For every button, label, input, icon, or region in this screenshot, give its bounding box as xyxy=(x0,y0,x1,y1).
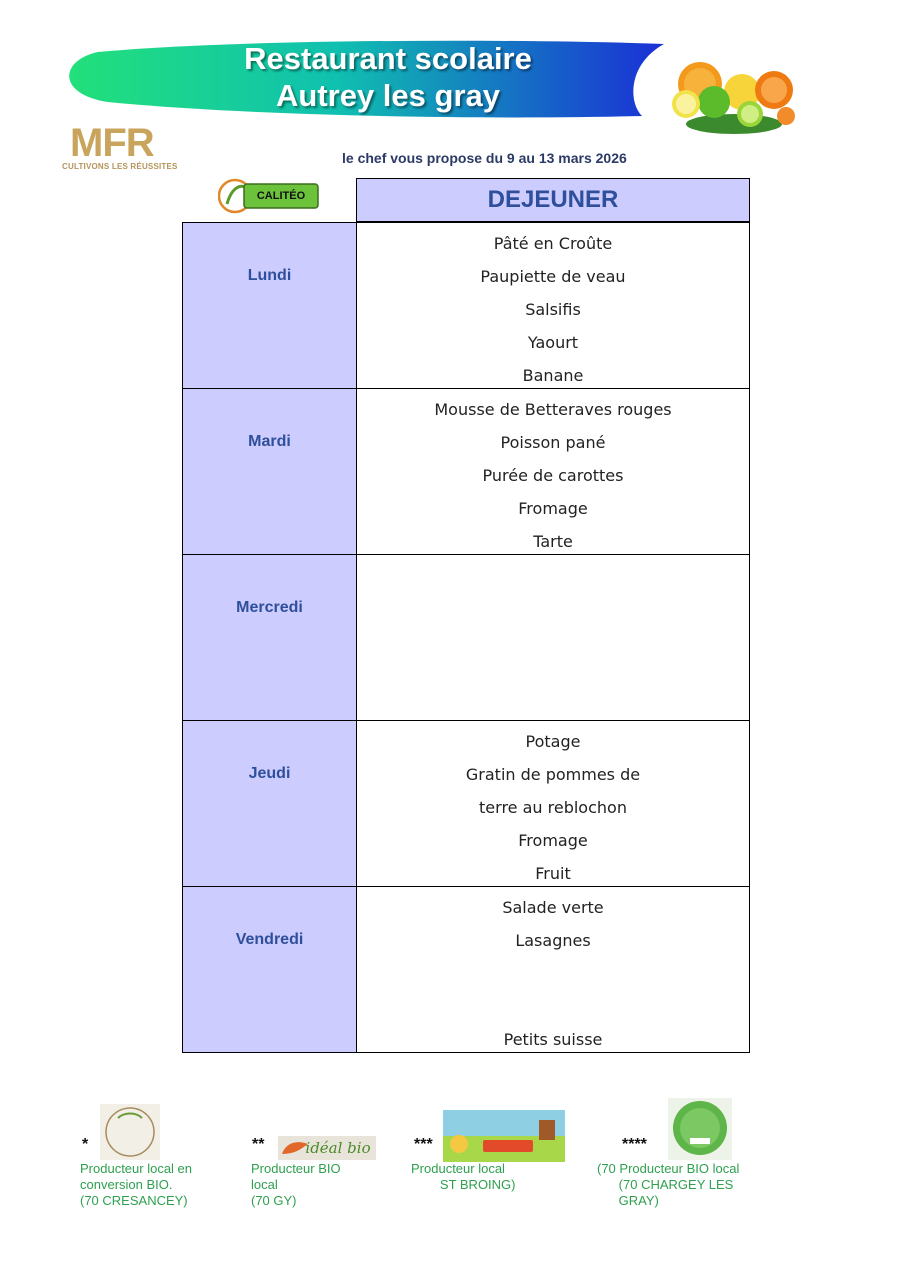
menu-cell xyxy=(356,720,750,887)
producer-marker: *** xyxy=(414,1136,433,1153)
dish: Banane xyxy=(522,366,584,385)
day-cell xyxy=(182,388,357,555)
ferme-rente-rouge-logo xyxy=(668,1098,732,1160)
table-row xyxy=(182,388,752,555)
title-line-2: Autrey les gray xyxy=(276,78,500,113)
producer-marker: ** xyxy=(252,1136,265,1153)
dish: Salade verte xyxy=(502,898,604,917)
page-title xyxy=(208,40,568,114)
day-label: Mardi xyxy=(248,433,291,450)
dish: Mousse de Betteraves rouges xyxy=(434,400,672,419)
caliteo-label: CALITÉO xyxy=(256,190,306,202)
dish: Salsifis xyxy=(525,300,581,319)
day-cell xyxy=(182,886,357,1053)
dish: Pâté en Croûte xyxy=(493,234,613,253)
day-cell xyxy=(182,222,357,389)
menu-cell xyxy=(356,886,750,1053)
dish: terre au reblochon xyxy=(479,798,627,817)
ideal-bio-logo xyxy=(278,1136,376,1160)
day-cell xyxy=(182,720,357,887)
title-banner xyxy=(68,36,668,120)
dish: Gratin de pommes de xyxy=(465,765,641,784)
menu-cell xyxy=(356,388,750,555)
dish: Fromage xyxy=(518,831,588,850)
menu-cell xyxy=(356,554,750,721)
dish: Potage xyxy=(525,732,581,751)
day-label: Lundi xyxy=(247,267,292,284)
producer-description: Producteur BIO local (70 GY) xyxy=(251,1161,341,1208)
ferme-champ-lune-logo xyxy=(443,1110,565,1162)
title-line-1: Restaurant scolaire xyxy=(244,41,532,76)
caliteo-logo xyxy=(218,176,322,216)
table-row xyxy=(182,720,752,887)
citrus-fruits-image xyxy=(664,52,804,138)
mfr-tagline: CULTIVONS LES RÉUSSITES xyxy=(62,162,178,171)
mfr-logo xyxy=(62,121,202,174)
dish: Fruit xyxy=(535,864,571,883)
table-row xyxy=(182,222,752,389)
producer-marker: **** xyxy=(622,1136,647,1153)
producer-description: (70 Producteur BIO local (70 CHARGEY LES GRAY) xyxy=(597,1161,740,1208)
day-label: Mercredi xyxy=(236,599,303,616)
meal-header: DEJEUNER xyxy=(356,178,750,222)
dish: Petits suisse xyxy=(503,1030,603,1049)
menu-period: le chef vous propose du 9 au 13 mars 2026 xyxy=(342,150,627,166)
table-row xyxy=(182,886,752,1053)
producer-description: Producteur local ST BROING) xyxy=(411,1161,516,1192)
day-label: Vendredi xyxy=(235,931,304,948)
menu-cell xyxy=(356,222,750,389)
dish: Poisson pané xyxy=(500,433,606,452)
graines-cresancey-logo xyxy=(100,1104,160,1160)
producer-marker: * xyxy=(82,1136,89,1153)
dish: Purée de carottes xyxy=(482,466,624,485)
dish: Lasagnes xyxy=(515,931,591,950)
day-cell xyxy=(182,554,357,721)
dish: Yaourt xyxy=(527,333,579,352)
day-label: Jeudi xyxy=(248,765,291,782)
producer-description: Producteur local en conversion BIO. (70 CRESANCEY) xyxy=(80,1161,193,1208)
dish: Tarte xyxy=(533,532,573,551)
mfr-logo-letters: MFR xyxy=(70,121,154,165)
table-row xyxy=(182,554,752,721)
ideal-bio-wordmark: idéal bio xyxy=(305,1139,371,1157)
dish: Paupiette de veau xyxy=(480,267,626,286)
dish: Fromage xyxy=(518,499,588,518)
